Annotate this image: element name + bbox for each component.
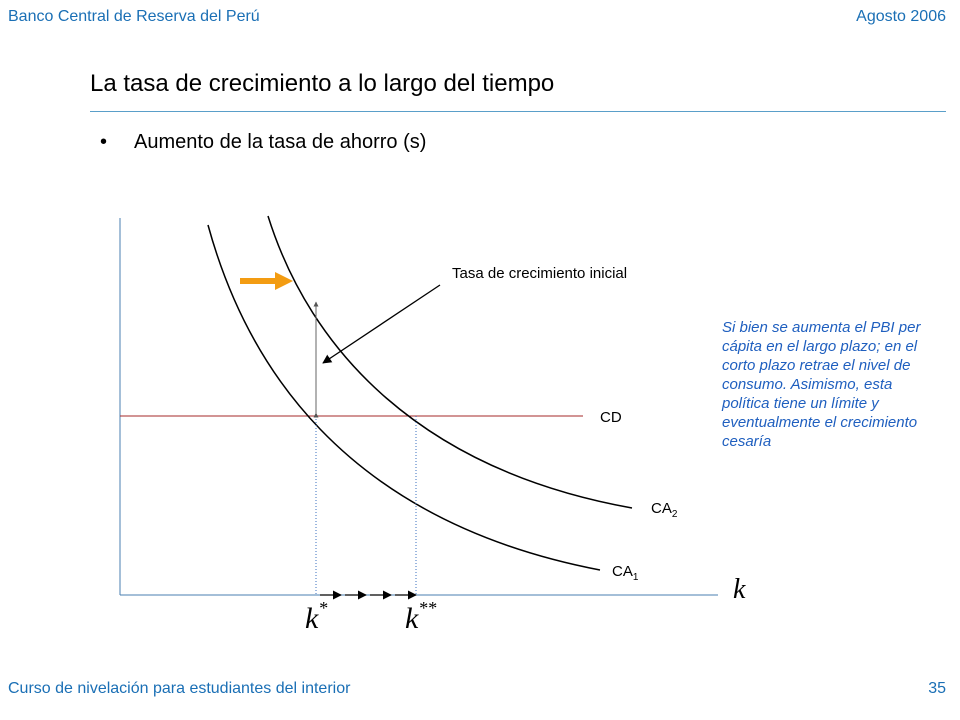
page-number: 35 — [928, 680, 946, 697]
k-star-label: k* — [305, 598, 328, 635]
header-left: Banco Central de Reserva del Perú — [8, 8, 260, 25]
ca2-curve — [268, 216, 632, 508]
policy-note: Si bien se aumenta el PBI per cápita en el largo plazo; en el corto plazo retrae el nivel de consumo. Asimismo, esta política tiene un límite y eventualmente el crecimiento cesaría — [722, 319, 921, 450]
annotation-label: Tasa de crecimiento inicial — [452, 265, 628, 282]
header-right: Agosto 2006 — [856, 8, 946, 25]
slide-title: La tasa de crecimiento a lo largo del tiempo — [90, 70, 555, 97]
k-star2-label: k** — [405, 598, 437, 635]
footer-left: Curso de nivelación para estudiantes del interior — [8, 680, 351, 697]
ca2-label: $CA_2$ — [651, 500, 678, 520]
bullet-text: Aumento de la tasa de ahorro (s) — [134, 131, 427, 153]
annotation-arrow — [323, 285, 440, 363]
ca1-label: $CA_1$ — [612, 563, 639, 583]
cd-label: CD — [600, 409, 622, 426]
bullet-dot: • — [100, 131, 108, 153]
x-axis-label: k — [733, 574, 746, 605]
